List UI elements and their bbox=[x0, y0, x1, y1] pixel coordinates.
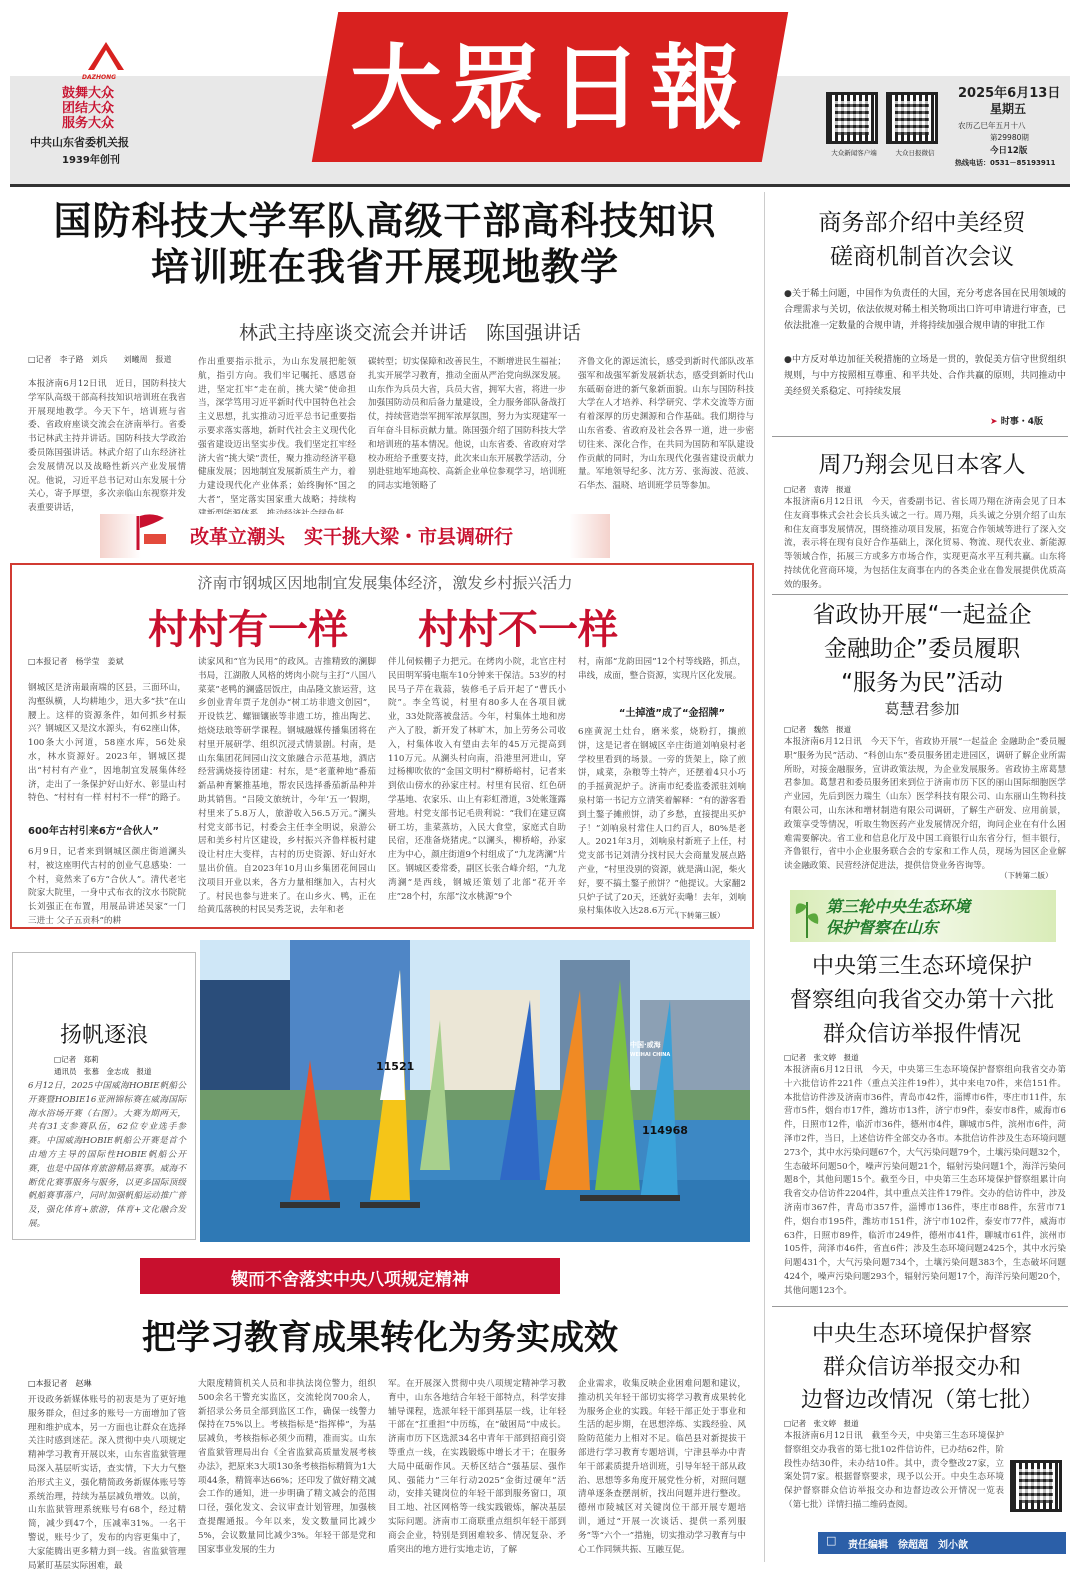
right4-headline[interactable] bbox=[772, 950, 1072, 1052]
feature-title-a[interactable]: 村村有一样 bbox=[148, 607, 348, 653]
right5-byline: □记者 张文婷 报道 bbox=[784, 1419, 859, 1428]
photo-byline-1: □记者 郑莉 bbox=[54, 1055, 99, 1064]
slogan-3: 服务大众 bbox=[62, 116, 115, 131]
issue-number: 第29980期 bbox=[990, 133, 1029, 142]
lead-column-3: 碳转型；切实保障和改善民生，不断增进民生福祉；扎实开展学习教育，推动全面从严治党向纵深发展。山东作为兵员大省，兵员大省，拥军大省，将进一步加强国防动员和后备力量建设，全力服务部队备战打仗，持续营造崇军拥军浓厚氛围，努力为实现建军一百年奋斗目标贡献力量。陈国强介绍了国防科技大学和培训班的基本情况。他说，山东省委、省政府对学校办班给予重要支持，此次来山东开展教学活动，分别赴驻地军地高校、高新企业单位参观学习，培训班的同志实地领略了 bbox=[368, 357, 566, 492]
feature-column-3: 伴儿伺候棚子力把元。在烤肉小院，北官庄村民田明军骑电瓶车10分钟来干保洁。53岁的村民马子芹在栽蒜，装修毛子后开起了“曹氏小院”。李全笃说，村里有80多人在各项目就业，33处院落被盘活。今年，村集体土地和房产入了股，新开发了林旷木，加上劳务公司收入，村集体收入有望由去年的45万元提高到110万元。从澜头村向南，沿港里河进山，穿过杨柳吹依的“金国文明村”柳桥峪村，记者来到依山傍水的孙家庄村。村里有民宿、红色研学基地、农家乐、山上有彩虹滑道，3处帐篷露营地。村党支部书记毛贵利说：“我们在建豆腐研工坊，韭菜蒸坊，入民大食堂，家庭式自助民宿，还准备烧猪虎。”以澜头，柳桥峪，孙家庄为中心，颜庄街道9个村组成了“九龙湾澜”片区。钢城区委常委，副区长张合峰介绍，“九龙湾澜”是西线，钢城还策划了北部“花开辛庄”28个村，东部“汶水桃源”9个 bbox=[388, 657, 566, 902]
bottom-column-3: 军。在开展深入贯彻中央八项规定精神学习教育中，山东各地结合年轻干部特点，科学安排辅导课程，选派年轻干部到基层一线，让年轻干部在“扛重担”中历练，在“破困局”中成长。济南市历下区选派34名中青年干部到招商引资等重点一线，在实践锻炼中增长才干；在服务大局中砥砺作风。天桥区结合“强基层、强作风、强能力”三年行动2025“金街过硬年”活动，安排关键岗位的年轻干部到服务窗口，项目工地、社区网格等一线实践锻炼，解决基层实际问题。济南市工商联重点组织年轻干部到商会企业，特别是到困难较多、情况复杂、矛盾突出的地方进行实地走访，了解 bbox=[388, 1379, 566, 1555]
right-divider-1 bbox=[772, 436, 1068, 437]
logo-wordmark: DAZHONG bbox=[82, 74, 117, 81]
right3-headline-line1: 省政协开展“一起益企 bbox=[812, 602, 1032, 628]
right4-headline-line2: 督察组向我省交办第十六批 bbox=[789, 988, 1054, 1013]
page-count: 今日12版 bbox=[990, 146, 1028, 156]
eco-banner-label bbox=[826, 896, 1026, 938]
right4-headline-line1: 中央第三生态环境保护 bbox=[811, 954, 1032, 979]
dazhong-logo-icon bbox=[86, 40, 126, 74]
right5-headline-line3: 边督边改情况（第七批） bbox=[800, 1388, 1043, 1413]
lead-subtitle: 林武主持座谈交流会并讲话 陈国强讲话 bbox=[238, 322, 581, 344]
feature-title-b[interactable]: 村村不一样 bbox=[418, 607, 618, 653]
right3-continued[interactable]: （下转第二版） bbox=[1000, 871, 1053, 880]
editor-credits: 责任编辑 徐超超 刘小歆 bbox=[848, 1540, 968, 1551]
feature-subhead-2: “土掉渣”成了“金招牌” bbox=[618, 708, 726, 719]
red-flag-icon bbox=[134, 512, 170, 552]
eco-banner-line2: 保护督察在山东 bbox=[826, 918, 939, 937]
sail-number-1: 11521 bbox=[376, 1060, 415, 1073]
feature-column-2: 读家风和“官为民用”的政风。吉推精致的澜脚书局，江湖散人风格的烤肉小院与主打“八国八菜菜”老鸭的澜盛居饭庄，由品隆文旅运营，这乡创业青年贾子龙创办“树工坊非遗文创园”，开设铁艺、螺钿镶嵌等非遗工坊，推出陶艺、焙烧珐琅等研学课程。钢城融媒传播集团将在村里开展研学、组织沉浸式情景剧。村南，是山东集团花间园山汶文旅融合示范基地，酒店经营满烧接待团建：村东，是“老董种地”番茄新品种育繁推基地，帮农民选择番茄新品种并助其销售。“吕陵文旅统计，今年‘五一’假期，村里来了5.8万人，旅游收入56.5万元。”澜头村党支部书记，村委会主任李全明说，泉游公居和美乡村片区建设，乡村振兴齐鲁样板村建设让村庄大变样，古村的历史资源、好山好水显出价值。自2023年10月山乡集团花间园山汶项目开业以来，各方力量相继加入，古村火了。村民也参与进来了。在山乡火、鸭，正在给黄瓜落秧的村民吴秀芝说，去年和老 bbox=[198, 657, 376, 916]
lunar-date: 农历乙巳年五月十八 bbox=[958, 121, 1026, 130]
right4-byline: □记者 张文婷 报道 bbox=[784, 1053, 859, 1062]
right2-headline[interactable]: 周乃翔会见日本客人 bbox=[818, 452, 1026, 478]
right3-byline: □记者 魏然 报道 bbox=[784, 725, 852, 734]
lead-headline[interactable] bbox=[10, 198, 760, 290]
right1-point-1: ●关于稀土问题，中国作为负责任的大国，充分考虑各国在民用领域的合理需求与关切，依法依规对稀土相关物项出口许可申请进行审查，已依法批准一定数量的合规申请，并将持续加强合规申请的审批工作 bbox=[784, 289, 1066, 331]
leaf-icon bbox=[792, 892, 822, 940]
right1-page-ref-label: 时事・4版 bbox=[1000, 417, 1043, 427]
feature-subhead-1: 600年古村引来6方“合伙人” bbox=[28, 826, 159, 837]
lead-column-4: 齐鲁文化的源远流长，感受到新时代部队改革强军和战强军新发展新状态，感受到新时代山东砥砺奋进的新气象新面貌。山东与国防科技大学在人才培养、科学研究、学术交流等方面有着深厚的历史渊源和合作基础。我们期待与山东省委、省政府及社会各界一道，进一步密切往来、深化合作，在共同为国防和军队建设作贡献的同时，为山东现代化强省建设贡献力量。军地领导纪多、沈方芳、张海波、范波、石华杰、温晓、培训班学员等参加。 bbox=[578, 357, 754, 492]
sailing-photo[interactable] bbox=[200, 940, 750, 1242]
right3-headline-line3: “服务为民”活动 bbox=[841, 670, 1003, 696]
hotline: 热线电话：0531－85193911 bbox=[955, 159, 1056, 167]
lead-column-2: 作出重要指示批示，为山东发展把舵领航，指引方向。我们牢记嘱托、感恩奋进，坚定扛牢“走在前，挑大梁”使命担当，深学笃用习近平新时代中国特色社会主义思想，扎实推动习近平总书记重要指示要求落实落地，新时代社会主义现代化强省建设迈出坚实步伐。我们坚定扛牢经济大省“挑大梁”责任，聚力推动经济平稳健康发展；因地制宜发展新质生产力，着力建设现代化产业体系；始终胸怀“国之大者”，坚定落实国家重大战略；持续构 bbox=[198, 357, 356, 505]
feature-column-4b: 6座黄泥土灶台，磨米浆，烧粉打，攘煎饼，这是记者在钢城区辛庄街道刘响泉村老学校里看到的场景。一旁的货架上，除了煎饼，咸菜，杂粮等土特产，还摆着4只小巧的手摇黄泥炉子。济南市纪委监委派驻刘响泉村第一书记方立清笑着解释：“有的游客看到土鏊子摊煎饼，动了乡愁，直接提出买炉子！”刘响泉村常住人口约百人，80%是老人。2021年3月，刘响泉村新班子上任，村党支部书记刘清分找村民大会商量发展点路产业，“村里没别的资源，就是满山泥，柴火好，要不搞土鏊子煎饼？”他提议。大家翻2只炉子试了20天，还就好卖嘞！去年，刘响泉村集体收入达28.6万元。 bbox=[578, 727, 746, 917]
lead-headline-line2: 培训班在我省开展现地教学 bbox=[150, 245, 619, 289]
issue-date: 2025年6月13日 bbox=[958, 86, 1061, 101]
qr-code-wechat[interactable] bbox=[886, 92, 938, 144]
right-column-divider bbox=[764, 192, 765, 1562]
right4-text: 本报济南6月12日讯 今天，中央第三生态环境保护督察组向我省交办第十六批信访件221件（重点关注件19件），其中来电70件，来信151件。本批信访件涉及济南市36件，青岛市42件，淄博市6件，枣庄市11件，东营市5件，烟台市17件，潍坊市13件，济宁市9件，泰安市8件，威海市6件，日照市12件，临沂市36件，德州市4件，聊城市5件，滨州市6件，菏泽市2件，当日，上述信访件全部交办各市。本批信访件涉及生态环境问题273个，其中水污染问题67个，大气污染问题79个，土壤污染问题32个，生态破坏问题50个，噪声污染问题21个，辐射污染问题1个，海洋污染问题8个，其他问题15个。截至今日，中央第三生态环境保护督察组累计向我省交办信访件2204件，其中重点关注件179件。交办的信访件中，涉及济南市367件，青岛市357件，淄博市136件，枣庄市88件，东营市71件，烟台市195件，潍坊市151件，济宁市102件，泰安市77件，威海市63件，日照市89件，临沂市249件，德州市41件，聊城市61件，滨州市105件，菏泽市46件，省直6件；涉及生态环境问题2425个，其中水污染问题431个，大气污染问题734个，土壤污染问题383个，生态破坏问题424个，噪声污染问题293个，辐射污染问题17个，海洋污染问题20个，其他问题123个。 bbox=[784, 1065, 1066, 1296]
eco-banner-line1: 第三轮中央生态环境 bbox=[826, 897, 971, 916]
feature-column-1b: 6月9日，记者来到钢城区颜庄街道澜头村，被这座明代古村的创业气息感染：一个村，竟然来了6方“合伙人”。清代老宅院家大院里，一身中式布衣的汶水书院院长刘强正在布置，用展品讲述吴家“一门三进士 父子五贡科”的耕 bbox=[28, 847, 186, 926]
right3-subtitle: 葛慧君参加 bbox=[884, 700, 960, 718]
bottom-column-4: 企业需求，收集反映企业困难问题和建议，推动机关年轻干部切实将学习教育成果转化为服务企业的实践。年轻干部正处于事业和生活的起步期，在思想淬炼、实践经验、风险防范能力上相对不足。临邑县对新提拔干部进行学习教育专题培训，宁津县举办中青年干部素质提升培训班，引导年轻干部从政治、思想等多角度开展党性分析，对照问题清单逐条查摆剖析，找出问题并进行整改。德州市陵城区对关键岗位干部开展专题培训，通过“开展一次谈话、提供一系列服务”等“六个一”措施，切实推动学习教育与中心工作同频共振、互融互促。 bbox=[578, 1379, 746, 1555]
arrow-right-icon: ➤ bbox=[990, 417, 998, 427]
sail-text-cn: 中国·威海 bbox=[630, 1041, 661, 1049]
right1-headline-line1: 商务部介绍中美经贸 bbox=[818, 210, 1026, 236]
right5-text: 本报济南6月12日讯 截至今天，中央第三生态环境保护督察组交办我省的第七批102件信访件，已办结62件，阶段性办结30件，未办结10件。其中，责令整改27家，立案处罚7家。根据督察要求，现予以公开。中央生态环境保护督察群众信访举报交办和边督边改公开情况一览表（第七批）详情扫描二维码查阅。 bbox=[784, 1431, 1004, 1510]
right5-headline-line2: 群众信访举报交办和 bbox=[822, 1355, 1021, 1380]
right3-headline[interactable] bbox=[772, 598, 1072, 700]
bottom-byline: □本报记者 赵琳 bbox=[28, 1379, 92, 1388]
right5-headline[interactable] bbox=[772, 1318, 1072, 1417]
feature-kicker: 济南市钢城区因地制宜发展集体经济，激发乡村振兴活力 bbox=[197, 574, 573, 592]
feature-continued[interactable]: （下转第三版） bbox=[672, 911, 725, 920]
right3-headline-line2: 金融助企”委员履职 bbox=[824, 636, 1020, 662]
right1-headline-line2: 磋商机制首次会议 bbox=[830, 244, 1014, 270]
founded-label: 1939年创刊 bbox=[62, 155, 120, 166]
right-divider-3 bbox=[772, 1306, 1068, 1307]
qr-label-client: 大众新闻客户端 bbox=[831, 149, 877, 157]
right-divider-2 bbox=[772, 594, 1068, 595]
right5-headline-line1: 中央生态环境保护督察 bbox=[811, 1322, 1032, 1347]
photo-byline-2: 通讯员 张慕 金志成 报道 bbox=[54, 1067, 152, 1076]
square-icon: □ bbox=[826, 1534, 837, 1547]
right1-headline[interactable] bbox=[772, 206, 1072, 274]
bottom-headline[interactable]: 把学习教育成果转化为务实成效 bbox=[142, 1318, 618, 1358]
lead-headline-line1: 国防科技大学军队高级干部高科技知识 bbox=[53, 199, 717, 243]
feature-column-1: 钢城区是济南最南端的区县，三面环山，沟壑纵横，人均耕地少，迅大多“扶”在山腰上。这样的资源条件，如何抓乡村振兴？钢城区又是汶水源头，有62座山体，100条大小河道，58座水库，56处泉水，林水资源好。2023年，钢城区提出“村村有产业”，因地制宜发展集体经济，走出了一条保护好山好水、彰显山村特色、“村村有一样 村村不一样”的路子。 bbox=[28, 683, 186, 804]
slogan-1: 鼓舞大众 bbox=[62, 86, 115, 101]
bottom-column-2: 大限度精简机关人员和非执法岗位警力，组织500余名干警充实监区，交流轮岗700余人，新招录公务员全部到监区工作，确保一线警力保持在75%以上。考核指标是“指挥棒”，为基层减负，考核指标必须少而精，准而实。山东省监狱管理局出台《全省监狱高质量发展考核办法》，把原来3大项130条考核指标精简为1大项44条，精简率达66%；还印发了做好精文减会工作的通知，进一步明确了精文减会的范围口径，强化发文、会议审查计划管理，加强核查提醒通报。今年以来，发文数量同比减少5%，会议数量同比减少3%。年轻干部是党和国家事业发展的生力 bbox=[198, 1379, 376, 1555]
photo-title: 扬帆逐浪 bbox=[59, 1023, 148, 1048]
slogan-2: 团结大众 bbox=[62, 101, 115, 116]
publisher-label: 中共山东省委机关报 bbox=[30, 136, 129, 149]
sail-text-en: WEIHAI CHINA bbox=[630, 1052, 671, 1058]
photo-caption-text: 6月12日，2025中国威海HOBIE帆船公开赛暨HOBIE16亚洲锦标赛在威海国际海水浴场开赛（右图）。大赛为期两天，共有31支参赛队伍，62位专业选手参赛。中国威海HOBIE帆船公开赛是首个由地方主导的国际性HOBIE帆船公开赛，也是中国体育旅游精品赛事。威海不断优化赛事服务与服务，以更多国际顶级帆船赛事落户，同时加强帆船运动推广普及，强化体育+旅游，体育+文化融合发展。 bbox=[28, 1081, 186, 1229]
sail-number-2: 114968 bbox=[642, 1124, 688, 1137]
right1-point-2: ●中方反对单边加征关税措施的立场是一贯的，敦促美方信守世贸组织规则，与中方按照相互尊重、和平共处、合作共赢的原则，共同推动中美经贸关系稳定、可持续发展 bbox=[784, 355, 1066, 397]
lead-byline: □记者 李子路 刘兵 刘曦周 报道 bbox=[28, 355, 172, 364]
feature-byline: □本报记者 杨学莹 姜斌 bbox=[28, 657, 124, 666]
issue-weekday: 星期五 bbox=[990, 102, 1027, 116]
discipline-banner-label: 锲而不舍落实中央八项规定精神 bbox=[231, 1270, 469, 1290]
qr-code-right5[interactable] bbox=[1010, 1460, 1062, 1512]
qr-label-wechat: 大众日报微信 bbox=[895, 149, 935, 157]
right1-page-ref[interactable] bbox=[990, 414, 1070, 427]
masthead-slogans bbox=[62, 86, 162, 131]
lead-column-1: 本报济南6月12日讯 近日，国防科技大学军队高级干部高科技知识培训班在我省开展现地教学。今天下午，培训班与省委、省政府座谈交流会在济南举行。省委书记林武主持并讲话。国防科技大学政治委员陈国强讲话。林武介绍了山东经济社会发展情况以及战略性新兴产业发展情况。他说，习近平总书记对山东发展十分关心，寄予厚望，多次亲临山东视察并发表重要讲话， bbox=[28, 379, 186, 514]
bottom-column-1: 开设政务新媒体账号的初衷是为了更好地服务群众，但过多的账号一方面增加了管理和维护成本，另一方面也让群众在选择关注时感到迷茫。深入贯彻中央八项规定精神学习教育开展以来，山东省监狱管理局深入基层听实话，查实情，下大力气整治形式主义，强化精简政务新媒体账号等系统治理，持续为基层减负增效。以前，山东监狱管理系统账号有68个，经过精简，减少到47个，压减率31%。一名干警说，账号少了，发布的内容更集中了，大家能腾出更多精力到一线。省监狱管理局紧盯基层实际困难，最 bbox=[28, 1395, 186, 1571]
masthead-divider bbox=[10, 184, 1070, 187]
qr-code-client[interactable] bbox=[826, 92, 878, 144]
right3-text: 本报济南6月12日讯 今天下午，省政协开展“一起益企 金融助企”委员履职“服务为民”活动、“科创山东”委员服务团走进园区，调研了解企业所需所盼，对接金融服务，宣讲政策法规，为企业发展服务。省政协主席葛慧君参加。葛慧君和委员服务团来到位于济南市历下区的丽山国际细胞医学产业园，先后到医力瑞生（山东）医学科技有限公司、山东丽山生物科技有限公司，山东沐和增材制造有限公司调研，了解生产研发、应用前景，政策享受等情况，听取生物医药产业发展情况介绍，询问企业在有什么困难需要解决。省工业和信息化厅及中国工商银行山东省分行，恒丰银行，齐鲁银行，省中小企业服务联合会的专家和工作人员，现场为园区企业解读金融政策、民营经济促进法，提供信贷业务咨询等。 bbox=[784, 737, 1066, 872]
feature-column-4: 村，南部“龙韵田园”12个村等线路，抓点，串线，成面，整合资源，实现片区化发展。 bbox=[578, 657, 746, 681]
right2-byline: □记者 袁涛 报道 bbox=[784, 485, 852, 494]
masthead-title: 大眾日報 bbox=[349, 34, 750, 142]
right4-headline-line3: 群众信访举报件情况 bbox=[822, 1022, 1021, 1047]
right2-text: 本报济南6月12日讯 今天，省委副书记、省长周乃翔在济南会见了日本住友商事株式会社会长兵头诚之一行。周乃翔，兵头诚之分别介绍了山东和住友商事发展情况，围绕推动项目发展，拓宽合作领域等进行了深入交流，表示将在现有良好合作基础上，深化贸易、物流、现代农业、新能源等领域合作，拓展三方或多方市场合作，实现更高水平互利共赢。山东将持续优化营商环境，为包括住友商事在内的各类企业在鲁发展提供优质高效的服务。 bbox=[784, 497, 1066, 590]
feature-banner-label: 改革立潮头 实干挑大梁・市县调研行 bbox=[190, 526, 514, 548]
